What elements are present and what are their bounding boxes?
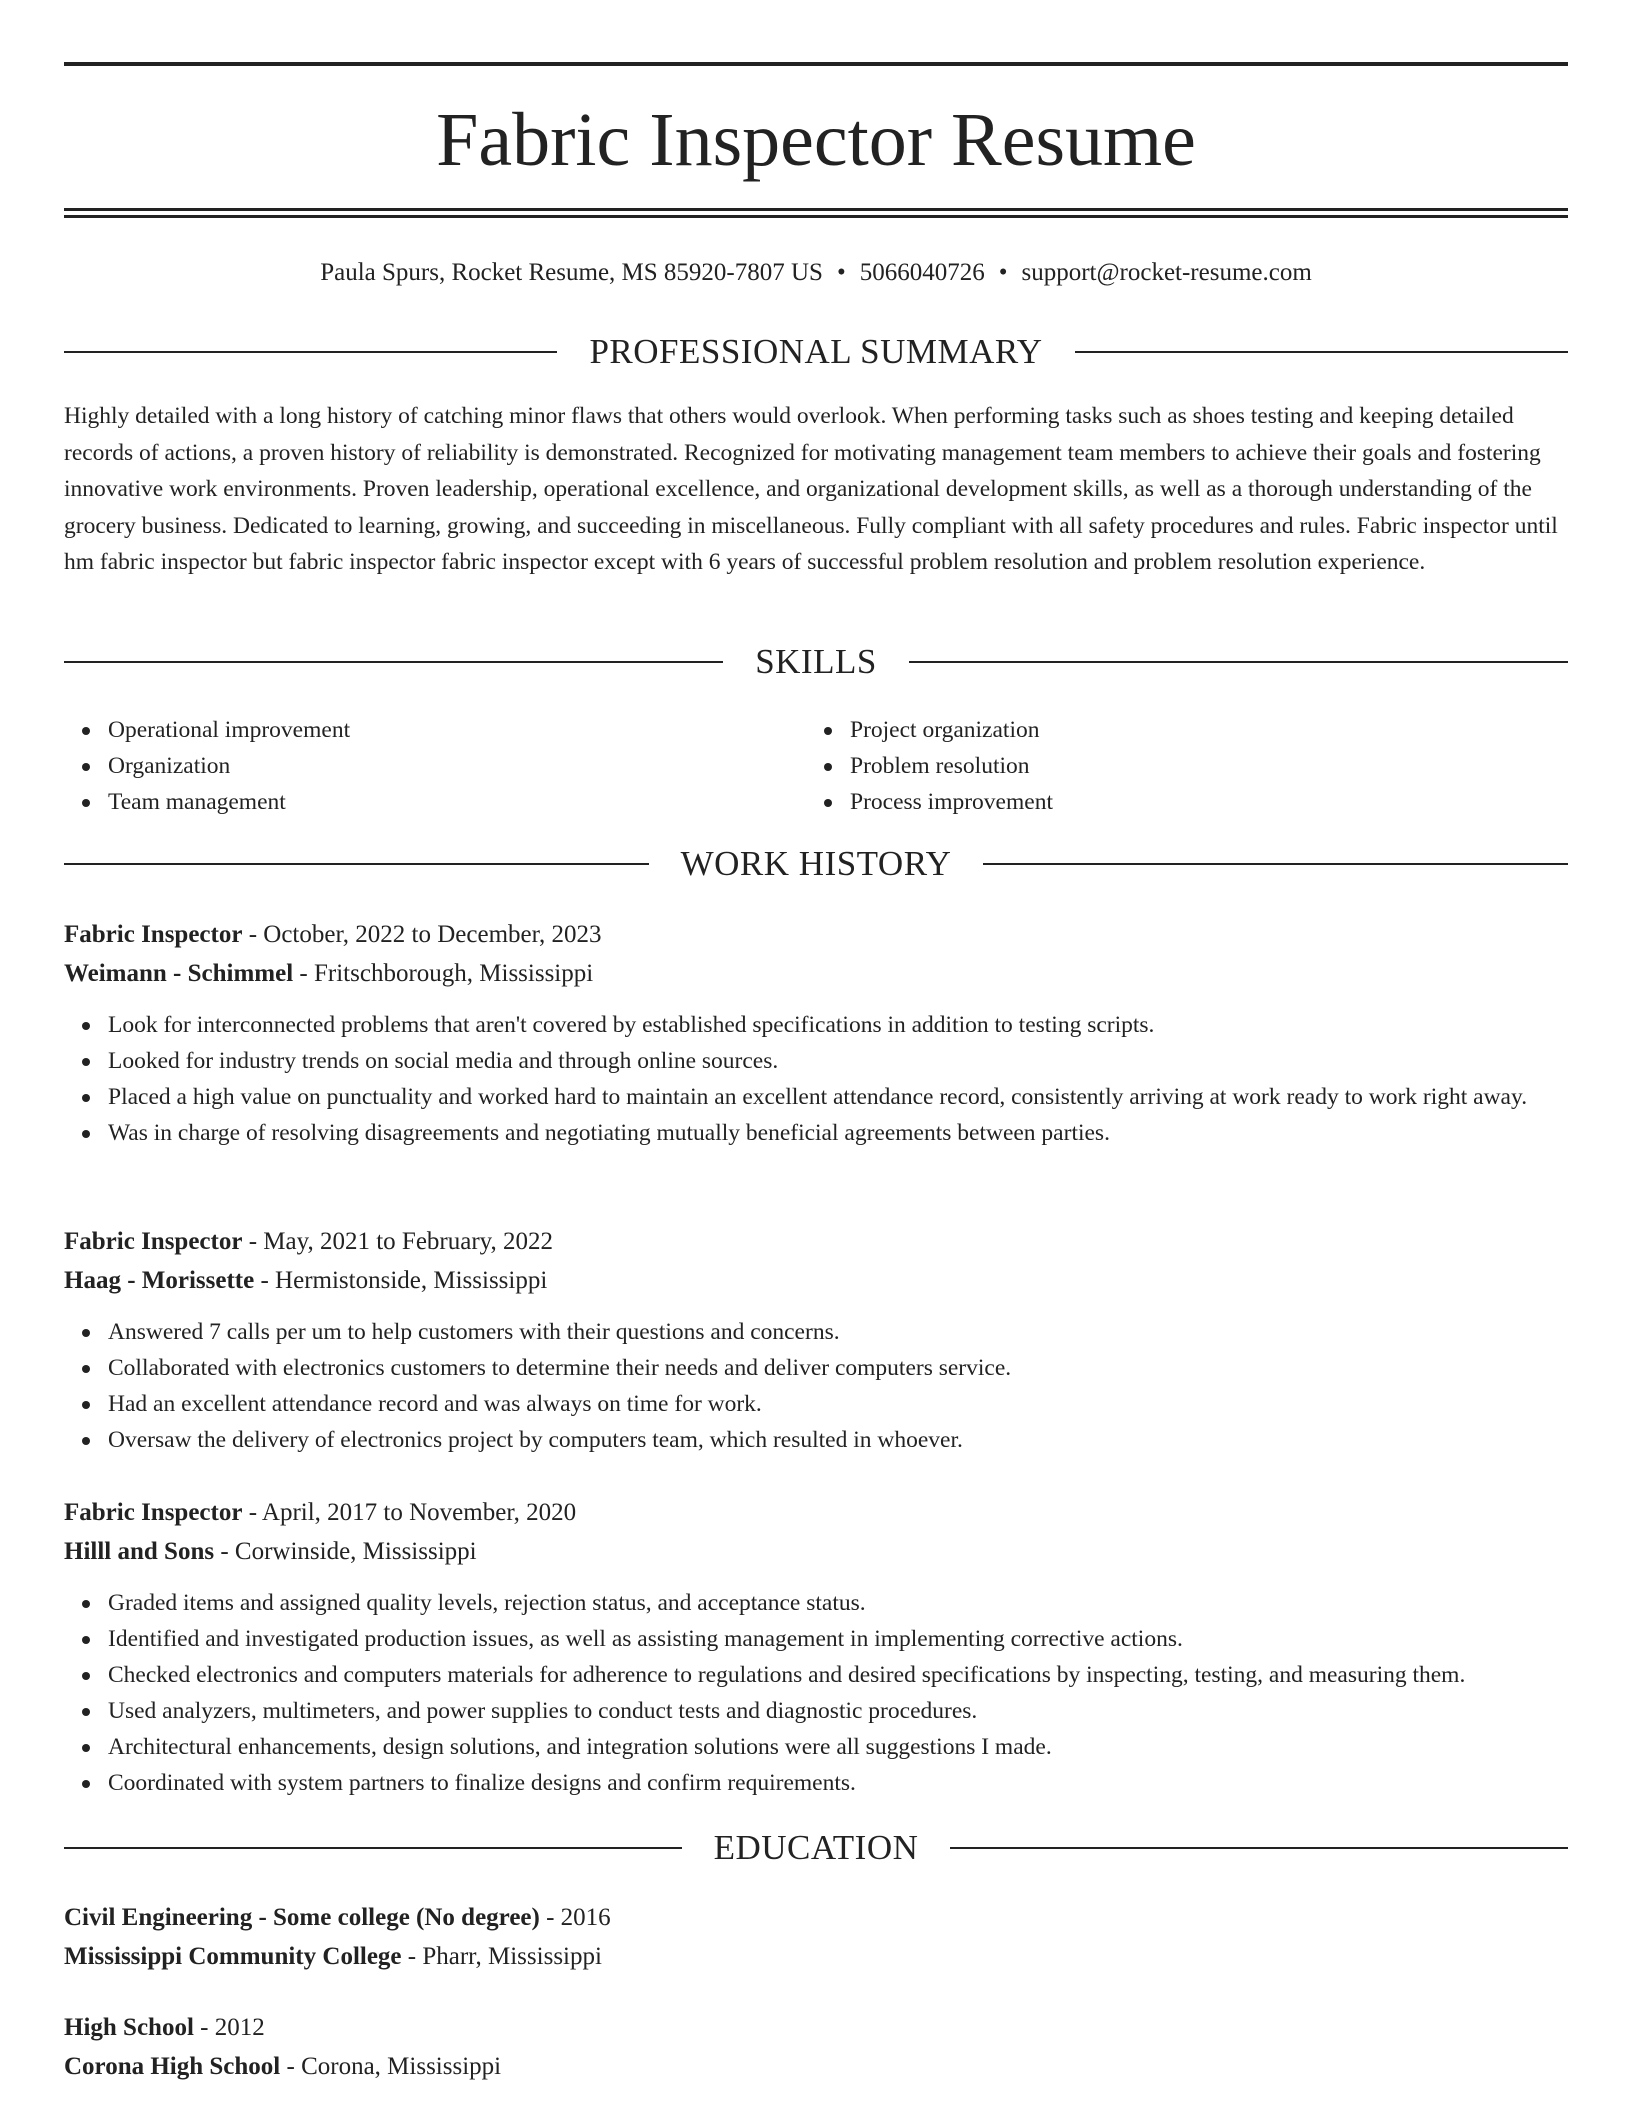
education-degree-line [64, 1898, 1568, 1937]
education-entry [64, 1898, 1568, 1976]
job-bullet: Was in charge of resolving disagreements and negotiating mutually beneficial agreements between parties. [108, 1115, 1568, 1151]
section-rule [64, 661, 723, 663]
section-rule [64, 351, 557, 353]
dash: - [401, 1943, 423, 1970]
job-company-line [64, 1532, 1568, 1571]
job-bullet: Coordinated with system partners to finalize designs and confirm requirements. [108, 1765, 1568, 1801]
skill-item: Operational improvement [108, 712, 764, 748]
education-entry [64, 2008, 1568, 2086]
job-bullets [64, 1007, 1568, 1151]
job-title: Fabric Inspector [64, 921, 243, 948]
skill-item: Organization [108, 748, 764, 784]
education-location: Pharr, Mississippi [422, 1943, 602, 1970]
dash: - [193, 2014, 215, 2041]
education-school-line [64, 1937, 1568, 1976]
job-dates: October, 2022 to December, 2023 [263, 921, 602, 948]
job-company: Weimann - Schimmel [64, 960, 294, 987]
contact-separator: • [836, 259, 846, 286]
job-bullet: Architectural enhancements, design solutions, and integration solutions were all suggestions I made. [108, 1729, 1568, 1765]
section-rule [950, 1847, 1568, 1849]
section-title: PROFESSIONAL SUMMARY [589, 332, 1043, 371]
section-rule [983, 863, 1568, 865]
education-degree: High School [64, 2014, 194, 2041]
skill-item: Process improvement [850, 784, 1506, 820]
job-bullet: Oversaw the delivery of electronics project by computers team, which resulted in whoever. [108, 1422, 1568, 1458]
section-rule [1075, 351, 1568, 353]
contact-line [64, 256, 1568, 290]
dash: - [293, 960, 314, 987]
dash: - [214, 1538, 235, 1565]
skill-item: Team management [108, 784, 764, 820]
section-title: WORK HISTORY [680, 844, 952, 883]
education-location: Corona, Mississippi [301, 2053, 502, 2080]
skill-item: Project organization [850, 712, 1506, 748]
job-bullet: Used analyzers, multimeters, and power supplies to conduct tests and diagnostic procedures. [108, 1693, 1568, 1729]
job-bullet: Checked electronics and computers materials for adherence to regulations and desired specifications by inspecting, testing, and measuring them. [108, 1657, 1568, 1693]
job-title: Fabric Inspector [64, 1228, 243, 1255]
education-degree-line [64, 2008, 1568, 2047]
job-title-line [64, 915, 1568, 954]
job-bullet: Looked for industry trends on social media and through online sources. [108, 1043, 1568, 1079]
job-title-line [64, 1493, 1568, 1532]
job-company: Hilll and Sons [64, 1538, 215, 1565]
job-title: Fabric Inspector [64, 1499, 243, 1526]
job-dates: May, 2021 to February, 2022 [263, 1228, 554, 1255]
contact-address: Paula Spurs, Rocket Resume, MS 85920-7807 US [320, 259, 823, 286]
job-company-line [64, 1261, 1568, 1300]
job-bullet: Look for interconnected problems that aren't covered by established specifications in addition to testing scripts. [108, 1007, 1568, 1043]
job-bullet: Graded items and assigned quality levels, rejection status, and acceptance status. [108, 1585, 1568, 1621]
job-company: Haag - Morissette [64, 1267, 255, 1294]
section-header-skills [64, 640, 1568, 684]
top-rule [64, 62, 1568, 66]
dash: - [242, 1228, 264, 1255]
education-degree: Civil Engineering - Some college (No degree) [64, 1904, 540, 1931]
job-dates: April, 2017 to November, 2020 [261, 1499, 577, 1526]
job-bullet: Collaborated with electronics customers to determine their needs and deliver computers service. [108, 1350, 1568, 1386]
education-school: Corona High School [64, 2053, 281, 2080]
job-entry [64, 1493, 1568, 1801]
job-bullet: Had an excellent attendance record and was always on time for work. [108, 1386, 1568, 1422]
section-header-education [64, 1826, 1568, 1870]
skills-list-left [64, 712, 764, 820]
title-rule-upper [64, 208, 1568, 211]
section-title: SKILLS [755, 642, 877, 681]
job-title-line [64, 1222, 1568, 1261]
job-bullet: Answered 7 calls per um to help customers with their questions and concerns. [108, 1314, 1568, 1350]
education-school-line [64, 2047, 1568, 2086]
contact-phone: 5066040726 [859, 259, 985, 286]
title-rule-lower [64, 215, 1568, 218]
education-year: 2016 [560, 1904, 611, 1931]
job-location: Fritschborough, Mississippi [314, 960, 594, 987]
education-school: Mississippi Community College [64, 1943, 402, 1970]
skills-list-right [806, 712, 1506, 820]
summary-text: Highly detailed with a long history of catching minor flaws that others would overlook. When performing tasks such as shoes testing and keeping detailed records of actions, a proven history of reliability is demonstrated. Recognized for motivating management team members to achieve their goals and fostering innovative work environments. Proven leadership, operational excellence, and organizational development skills, as well as a thorough understanding of the grocery business. Dedicated to learning, growing, and succeeding in miscellaneous. Fully compliant with all safety procedures and rules. Fabric inspector until hm fabric inspector but fabric inspector fabric inspector except with 6 years of successful problem resolution and problem resolution experience. [64, 403, 1558, 575]
job-bullets [64, 1585, 1568, 1801]
job-bullet: Identified and investigated production issues, as well as assisting management in implementing corrective actions. [108, 1621, 1568, 1657]
dash: - [242, 921, 264, 948]
job-bullet: Placed a high value on punctuality and worked hard to maintain an excellent attendance record, consistently arriving at work ready to work right away. [108, 1079, 1568, 1115]
skill-item: Problem resolution [850, 748, 1506, 784]
job-company-line [64, 954, 1568, 993]
dash: - [254, 1267, 276, 1294]
contact-email: support@rocket-resume.com [1021, 259, 1312, 286]
section-header-work [64, 842, 1568, 886]
section-title: EDUCATION [713, 1828, 919, 1867]
dash: - [242, 1499, 262, 1526]
section-rule [909, 661, 1568, 663]
dash: - [539, 1904, 561, 1931]
resume-title: Fabric Inspector Resume [436, 98, 1196, 182]
job-bullets [64, 1314, 1568, 1458]
job-entry [64, 915, 1568, 1151]
job-entry [64, 1222, 1568, 1458]
section-header-summary [64, 330, 1568, 374]
job-location: Corwinside, Mississippi [234, 1538, 477, 1565]
job-location: Hermistonside, Mississippi [275, 1267, 548, 1294]
dash: - [280, 2053, 302, 2080]
section-rule [64, 863, 649, 865]
section-rule [64, 1847, 682, 1849]
education-year: 2012 [214, 2014, 265, 2041]
contact-separator: • [998, 259, 1008, 286]
